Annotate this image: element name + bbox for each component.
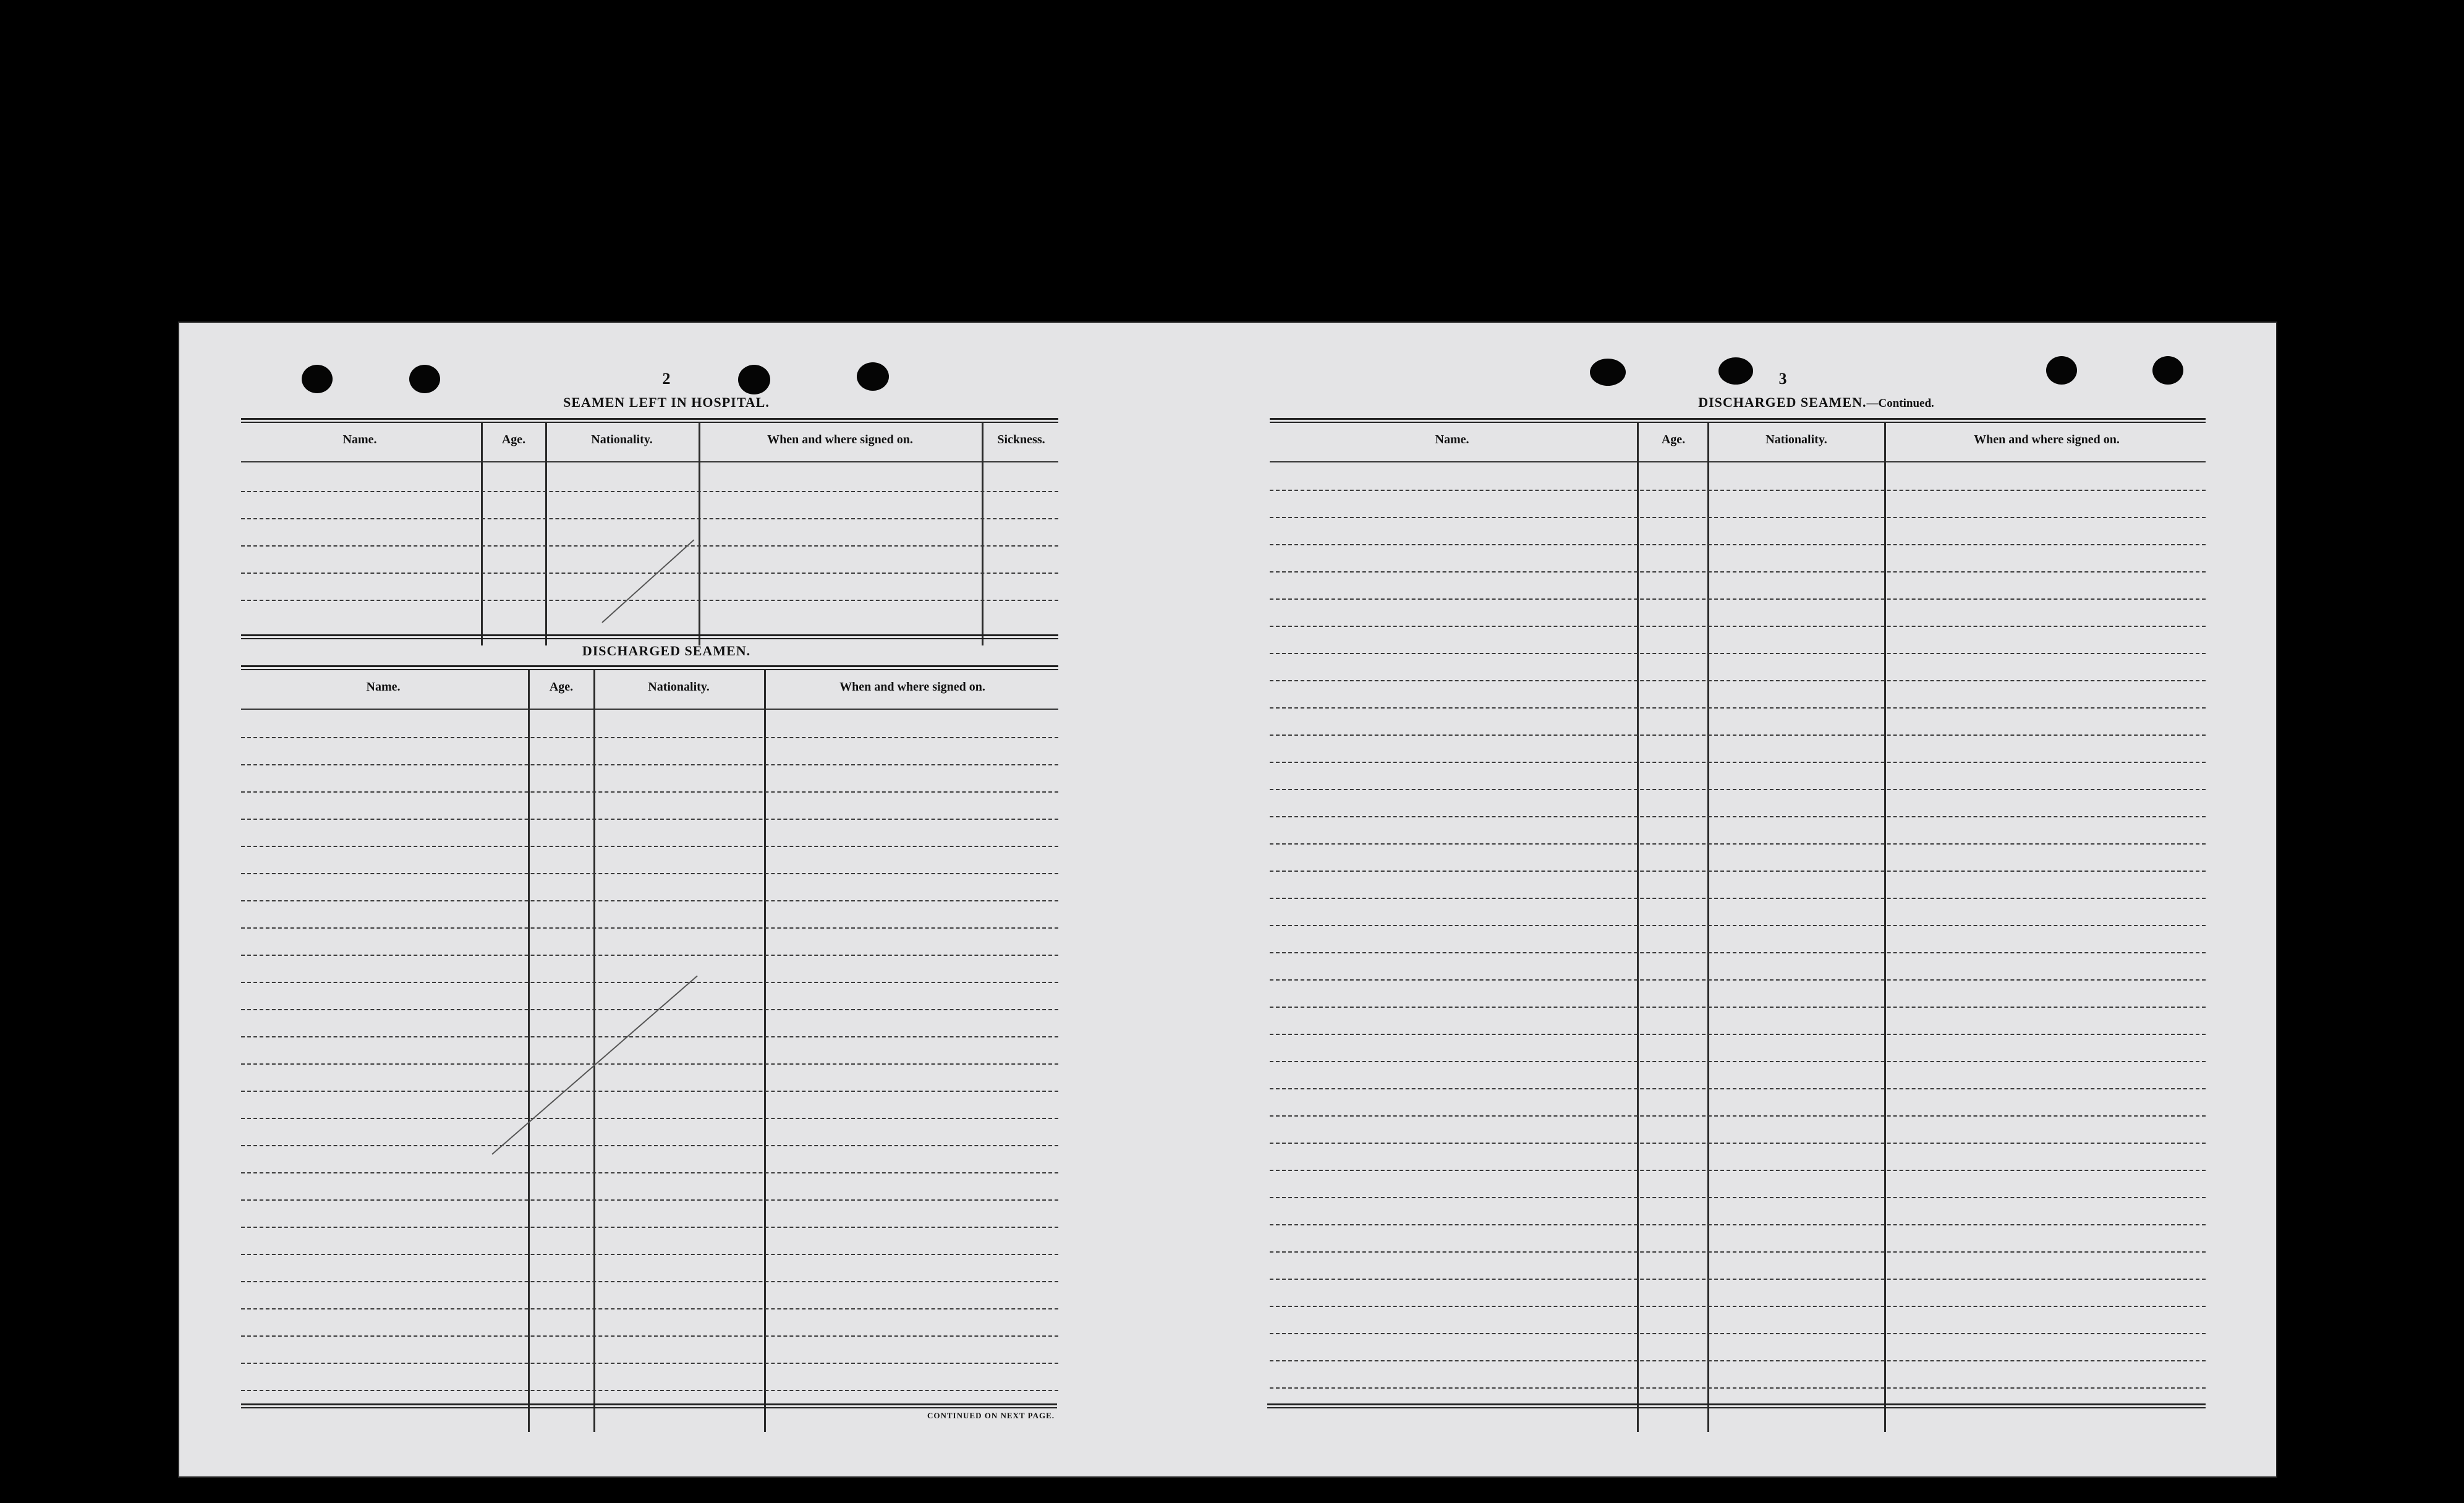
discharged-section-title: DISCHARGED SEAMEN.	[582, 643, 751, 658]
blank-entry-line	[1270, 1360, 2206, 1361]
blank-entry-line	[1270, 517, 2206, 518]
blank-entry-line	[1270, 816, 2206, 817]
blank-entry-line	[241, 1227, 1058, 1228]
blank-entry-line	[241, 982, 1058, 983]
blank-entry-line	[241, 819, 1058, 820]
punch-hole	[1590, 359, 1626, 386]
blank-entry-line	[1270, 762, 2206, 763]
blank-entry-line	[241, 518, 1058, 519]
column-divider	[593, 670, 595, 1432]
blank-entry-line	[241, 1145, 1058, 1146]
column-header-age: Age.	[549, 680, 574, 694]
punch-hole	[409, 365, 440, 393]
column-divider	[481, 423, 483, 645]
blank-entry-line	[241, 1172, 1058, 1173]
blank-entry-line	[241, 764, 1058, 765]
blank-entry-line	[241, 573, 1058, 574]
blank-entry-line	[1270, 1007, 2206, 1008]
column-divider	[1884, 423, 1886, 1432]
header-rule	[1270, 461, 2206, 462]
blank-entry-line	[1270, 979, 2206, 981]
page-number: 3	[1778, 370, 1787, 388]
blank-entry-line	[241, 600, 1058, 601]
blank-entry-line	[1270, 1279, 2206, 1280]
column-header-nationality: Nationality.	[648, 680, 710, 694]
blank-entry-line	[1270, 1306, 2206, 1307]
blank-entry-line	[241, 1009, 1058, 1010]
column-header-sickness: Sickness.	[997, 433, 1045, 446]
column-divider	[1707, 423, 1709, 1432]
blank-entry-line	[1270, 1061, 2206, 1062]
blank-entry-line	[241, 1308, 1058, 1309]
blank-entry-line	[1270, 871, 2206, 872]
pencil-stroke	[601, 539, 694, 623]
blank-entry-line	[241, 927, 1058, 929]
blank-entry-line	[1270, 680, 2206, 681]
blank-entry-line	[1270, 1170, 2206, 1171]
blank-entry-line	[1270, 1251, 2206, 1253]
blank-entry-line	[241, 900, 1058, 901]
blank-entry-line	[1270, 789, 2206, 790]
column-divider	[982, 423, 983, 645]
punch-hole	[302, 365, 333, 393]
column-header-name: Name.	[366, 680, 401, 694]
section-rule	[1270, 418, 2206, 423]
blank-entry-line	[241, 873, 1058, 874]
blank-entry-line	[241, 491, 1058, 492]
column-header-age: Age.	[501, 433, 526, 446]
blank-entry-line	[1270, 707, 2206, 709]
hospital-section-title: SEAMEN LEFT IN HOSPITAL.	[563, 394, 770, 410]
discharged-continued-title	[1631, 394, 2002, 411]
blank-entry-line	[1270, 925, 2206, 926]
blank-entry-line	[241, 791, 1058, 793]
blank-entry-line	[1270, 598, 2206, 600]
blank-entry-line	[241, 846, 1058, 847]
blank-entry-line	[1270, 1143, 2206, 1144]
section-rule	[241, 1403, 1057, 1408]
punch-hole	[2152, 356, 2183, 385]
blank-entry-line	[241, 1118, 1058, 1119]
column-divider	[1637, 423, 1639, 1432]
punch-hole	[2046, 356, 2077, 385]
section-rule	[241, 665, 1058, 670]
blank-entry-line	[241, 1281, 1058, 1282]
blank-entry-line	[241, 545, 1058, 547]
blank-entry-line	[1270, 734, 2206, 736]
blank-entry-line	[1270, 626, 2206, 627]
scanned-form-sheet	[178, 321, 2277, 1478]
column-header-name: Name.	[342, 433, 377, 446]
column-header-nationality: Nationality.	[1765, 433, 1827, 446]
blank-entry-line	[241, 955, 1058, 956]
column-divider	[699, 423, 700, 645]
punch-hole	[857, 362, 889, 391]
blank-entry-line	[241, 1036, 1058, 1037]
section-rule	[241, 634, 1058, 639]
continued-note: CONTINUED ON NEXT PAGE.	[927, 1411, 1055, 1420]
column-header-name: Name.	[1435, 433, 1469, 446]
blank-entry-line	[241, 1390, 1058, 1391]
blank-entry-line	[241, 1335, 1058, 1337]
column-header-signed-on: When and where signed on.	[767, 433, 913, 446]
section-title-suffix: —Continued.	[1866, 397, 1934, 410]
column-header-nationality: Nationality.	[591, 433, 653, 446]
blank-entry-line	[1270, 544, 2206, 545]
blank-entry-line	[241, 1254, 1058, 1255]
blank-entry-line	[241, 1091, 1058, 1092]
column-header-signed-on: When and where signed on.	[1974, 433, 2120, 446]
page-number: 2	[662, 370, 671, 388]
header-rule	[241, 709, 1058, 710]
blank-entry-line	[1270, 1034, 2206, 1035]
blank-entry-line	[241, 1363, 1058, 1364]
column-divider	[545, 423, 547, 645]
punch-hole	[1718, 357, 1753, 385]
blank-entry-line	[1270, 1088, 2206, 1089]
section-title-text: DISCHARGED SEAMEN.	[1698, 394, 1867, 410]
blank-entry-line	[1270, 1197, 2206, 1198]
blank-entry-line	[241, 1199, 1058, 1201]
blank-entry-line	[1270, 1224, 2206, 1225]
column-divider	[764, 670, 766, 1432]
section-rule	[241, 418, 1058, 423]
blank-entry-line	[241, 737, 1058, 738]
blank-entry-line	[241, 1063, 1058, 1065]
blank-entry-line	[1270, 898, 2206, 899]
punch-hole	[738, 365, 770, 394]
blank-entry-line	[1270, 843, 2206, 845]
blank-entry-line	[1270, 1387, 2206, 1389]
blank-entry-line	[1270, 1333, 2206, 1334]
blank-entry-line	[1270, 571, 2206, 573]
blank-entry-line	[1270, 952, 2206, 953]
column-divider	[528, 670, 530, 1432]
blank-entry-line	[1270, 490, 2206, 491]
blank-entry-line	[1270, 1115, 2206, 1117]
section-rule	[1267, 1403, 2206, 1408]
column-header-age: Age.	[1661, 433, 1686, 446]
blank-entry-line	[1270, 653, 2206, 654]
header-rule	[241, 461, 1058, 462]
column-header-signed-on: When and where signed on.	[839, 680, 985, 694]
